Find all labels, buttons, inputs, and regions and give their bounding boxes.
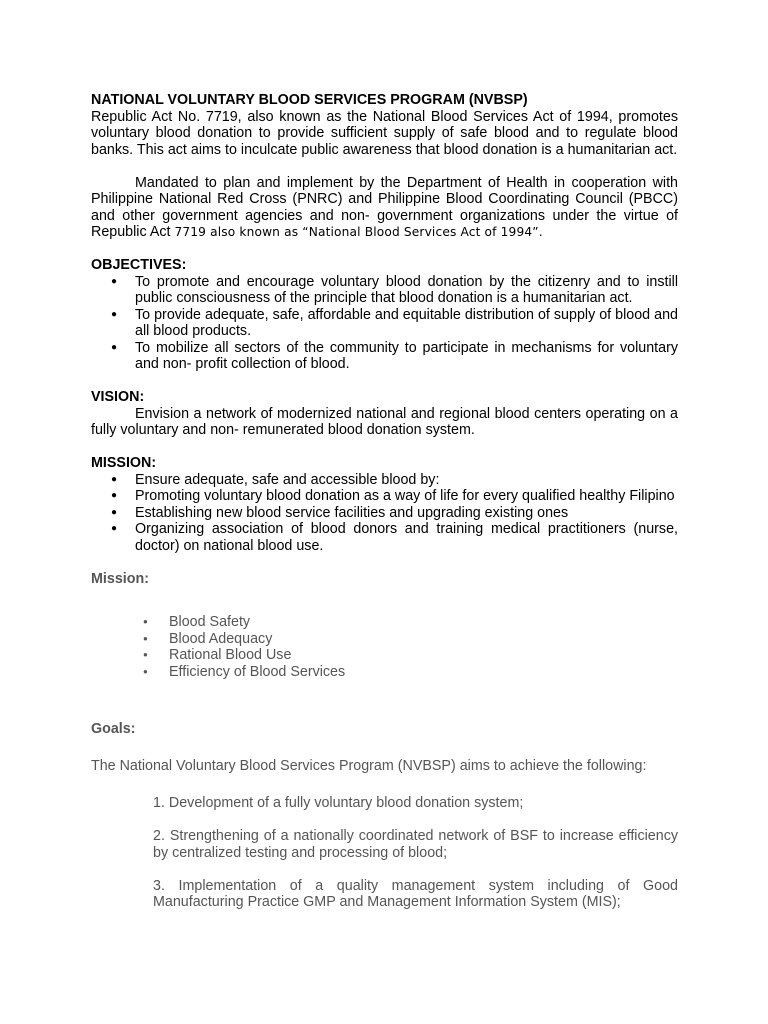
mandate-paragraph [91, 175, 678, 241]
mandate-text-tail: 7719 also known as “National Blood Services Act of 1994”. [174, 225, 543, 239]
list-item: ● Efficiency of Blood Services [143, 663, 346, 680]
goal-item: 3. Implementation of a quality management system including of Good Manufacturing Practice GMP and Management Information System (MIS); [153, 877, 678, 910]
bullet-icon: ● [143, 666, 148, 676]
mission-heading: MISSION: [91, 455, 157, 471]
spacer [91, 554, 678, 571]
list-item: ● Organizing association of blood donors and training medical practitioners (nurse, doctor) on national blood use. [111, 521, 678, 554]
goals-heading: Goals: [91, 721, 136, 737]
spacer [91, 587, 678, 614]
bullet-icon: ● [111, 308, 118, 320]
spacer [91, 439, 678, 456]
mandate-text: Mandated to plan and implement by the Department of Health in cooperation with Philippine National Red Cross (PNRC) and Philippine Blood Coordinating Council (PBCC) and other government agencies and non- government organizations under the virtue of Republic Act [91, 174, 678, 240]
list-item: ● Blood Adequacy [143, 630, 273, 647]
objectives-list [91, 274, 678, 373]
list-item: ● To provide adequate, safe, affordable and equitable distribution of supply of blood and all blood products. [111, 306, 678, 339]
list-item: ● Promoting voluntary blood donation as a way of life for every qualified healthy Filipino [111, 488, 675, 504]
intro-paragraph: Republic Act No. 7719, also known as the National Blood Services Act of 1994, promotes voluntary blood donation to provide sufficient supply of safe blood and to regulate blood banks. This act aims to inculcate public awareness that blood donation is a humanitarian act. [91, 108, 678, 158]
bullet-icon: ● [143, 650, 148, 659]
mission-list [91, 472, 678, 555]
bullet-icon: ● [143, 633, 148, 643]
document-title: NATIONAL VOLUNTARY BLOOD SERVICES PROGRAM (NVBSP) [91, 92, 528, 108]
objectives-heading: OBJECTIVES: [91, 257, 187, 273]
spacer [91, 158, 678, 175]
spacer [91, 774, 678, 795]
list-item: ● To promote and encourage voluntary blood donation by the citizenry and to instill public consciousness of the principle that blood donation is a humanitarian act. [111, 273, 678, 306]
bullet-icon: ● [143, 617, 148, 626]
bullet-icon: ● [111, 523, 118, 534]
list-item: ● Rational Blood Use [143, 647, 292, 663]
goals-intro: The National Voluntary Blood Services Program (NVBSP) aims to achieve the following: [91, 757, 647, 774]
bullet-icon: ● [111, 275, 118, 287]
bullet-icon: ● [111, 490, 118, 501]
goal-item: 1. Development of a fully voluntary blood donation system; [153, 795, 524, 811]
list-item: ● Ensure adequate, safe and accessible blood by: [111, 471, 440, 488]
document-page [91, 92, 678, 911]
spacer [91, 738, 678, 758]
bullet-icon: ● [111, 341, 118, 353]
spacer [91, 861, 678, 878]
spacer [91, 241, 678, 258]
list-item: ● Establishing new blood service facilities and upgrading existing ones [111, 504, 569, 521]
vision-text: Envision a network of modernized national and regional blood centers operating on a fully voluntary and non- remunerated blood donation system. [91, 405, 678, 438]
mission2-list [91, 614, 678, 680]
goal-item: 2. Strengthening of a nationally coordinated network of BSF to increase efficiency by centralized testing and processing of blood; [153, 828, 678, 861]
spacer [91, 373, 678, 390]
spacer [91, 812, 678, 829]
spacer [91, 680, 678, 721]
list-item: ● Blood Safety [143, 614, 251, 630]
vision-heading: VISION: [91, 389, 145, 405]
bullet-icon: ● [111, 473, 118, 485]
bullet-icon: ● [111, 506, 118, 518]
mission2-heading: Mission: [91, 570, 149, 587]
list-item: ● To mobilize all sectors of the community to participate in mechanisms for voluntary and non- profit collection of blood. [111, 339, 678, 372]
